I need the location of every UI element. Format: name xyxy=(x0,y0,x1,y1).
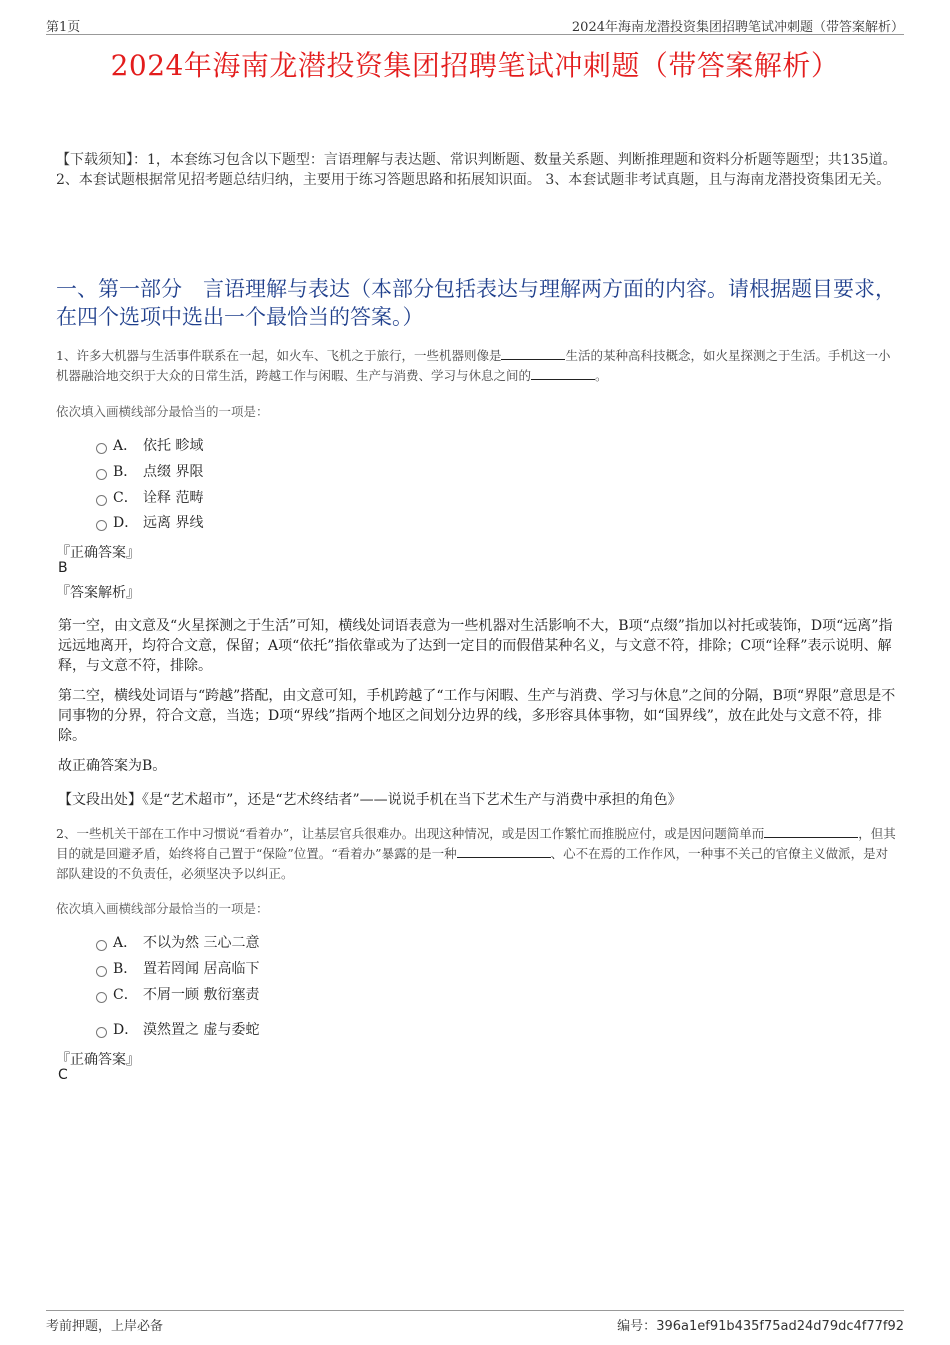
question-2-part-a: 2、一些机关干部在工作中习惯说“看着办”，让基层官兵很难办。出现这种情况，或是因工作繁忙而推脱应付，或是因问题简单而 xyxy=(56,826,765,841)
question-2-part-b: ，但其目的就是回避矛盾，始终将自己置于“保险”位置。“看着办”暴露的是一种 xyxy=(56,826,896,861)
blank-1 xyxy=(501,347,565,360)
q1-answer: B xyxy=(58,560,68,576)
question-1-part-b: 生活的某种高科技概念，如火星探测之于生活。手机这一小机器融洽地交织于大众的日常生活，跨越工作与闲暇、生产与消费、学习与休息之间的 xyxy=(56,348,891,383)
question-2-hint: 依次填入画横线部分最恰当的一项是： xyxy=(56,901,269,916)
q1-analysis-paragraph-2: 第二空，横线处词语与“跨越”搭配，由文意可知，手机跨越了“工作与闲暇、生产与消费、学习与休息”之间的分隔，B项“界限”意思是不同事物的分界，符合文意，当选；D项“界线”指两个地区之间划分边界的线，多形容具体事物，如“国界线”，放在此处与文意不符，排除。 xyxy=(58,688,896,744)
page-footer xyxy=(46,1310,904,1333)
q1-option-a[interactable]: A． 依托 畛域 xyxy=(96,436,203,456)
radio-icon[interactable] xyxy=(96,495,107,506)
footer-slogan: 考前押题，上岸必备 xyxy=(46,1319,164,1334)
radio-icon[interactable] xyxy=(96,443,107,454)
q2-answer-label: 『正确答案』 xyxy=(56,1052,140,1068)
radio-icon[interactable] xyxy=(96,469,107,480)
q1-option-d[interactable]: D． 远离 界线 xyxy=(96,513,203,533)
q1-analysis-paragraph-1: 第一空，由文意及“火星探测之于生活”可知，横线处词语表意为一些机器对生活影响不大，B项“点缀”指加以衬托或装饰，D项“远离”指远远地离开，均符合文意，保留；A项“依托”指依靠或为了达到一定目的而假借某种名义，与文意不符，排除；C项“诠释”表示说明、解释，与文意不符，排除。 xyxy=(58,618,893,674)
radio-icon[interactable] xyxy=(96,992,107,1003)
radio-icon[interactable] xyxy=(96,520,107,531)
q1-option-c[interactable]: C． 诠释 范畴 xyxy=(96,488,203,508)
blank-2 xyxy=(457,845,551,858)
q2-option-b[interactable]: B． 置若罔闻 居高临下 xyxy=(96,959,259,979)
q1-source: 【文段出处】《是“艺术超市”，还是“艺术终结者”——说说手机在当下艺术生产与消费中承担的角色》 xyxy=(58,792,682,808)
radio-icon[interactable] xyxy=(96,1027,107,1038)
document-title: 2024年海南龙潜投资集团招聘笔试冲刺题（带答案解析） xyxy=(110,49,840,82)
radio-icon[interactable] xyxy=(96,940,107,951)
q1-analysis-conclusion: 故正确答案为B。 xyxy=(58,758,167,774)
q2-option-c[interactable]: C． 不屑一顾 敷衍塞责 xyxy=(96,985,259,1005)
q2-option-a[interactable]: A． 不以为然 三心二意 xyxy=(96,933,259,953)
radio-icon[interactable] xyxy=(96,966,107,977)
blank-2 xyxy=(531,367,595,380)
question-1-part-a: 1、许多大机器与生活事件联系在一起，如火车、飞机之于旅行，一些机器则像是 xyxy=(56,348,502,363)
header-doc-title: 2024年海南龙潜投资集团招聘笔试冲刺题（带答案解析） xyxy=(571,20,904,35)
page-header xyxy=(46,14,904,35)
q2-option-d[interactable]: D． 漠然置之 虚与委蛇 xyxy=(96,1020,259,1040)
download-notice: 【下载须知】：1，本套练习包含以下题型：言语理解与表达题、常识判断题、数量关系题、判断推理题和资料分析题等题型；共135道。 2、本套试题根据常见招考题总结归纳，主要用于练习答题思路和拓展知识面。 3、本套试题非考试真题，且与海南龙潜投资集团无关。 xyxy=(56,152,897,188)
q2-answer: C xyxy=(58,1067,68,1083)
question-2-text xyxy=(56,824,898,884)
footer-code: 编号：396a1ef91b435f75ad24d79dc4f77f92 xyxy=(617,1319,904,1334)
blank-1 xyxy=(764,825,858,838)
q1-analysis-label: 『答案解析』 xyxy=(56,585,140,601)
question-1-hint: 依次填入画横线部分最恰当的一项是： xyxy=(56,404,269,419)
question-1-text xyxy=(56,346,898,386)
question-2-part-c: 、心不在焉的工作作风，一种事不关己的官僚主义做派，是对部队建设的不负责任，必须坚决予以纠正。 xyxy=(56,846,889,881)
page-number: 第1页 xyxy=(46,20,81,35)
q1-option-b[interactable]: B． 点缀 界限 xyxy=(96,462,203,482)
question-1-part-c: 。 xyxy=(595,368,608,383)
q1-answer-label: 『正确答案』 xyxy=(56,545,140,561)
section-heading: 一、第一部分 言语理解与表达（本部分包括表达与理解两方面的内容。请根据题目要求，在四个选项中选出一个最恰当的答案。） xyxy=(56,277,896,329)
